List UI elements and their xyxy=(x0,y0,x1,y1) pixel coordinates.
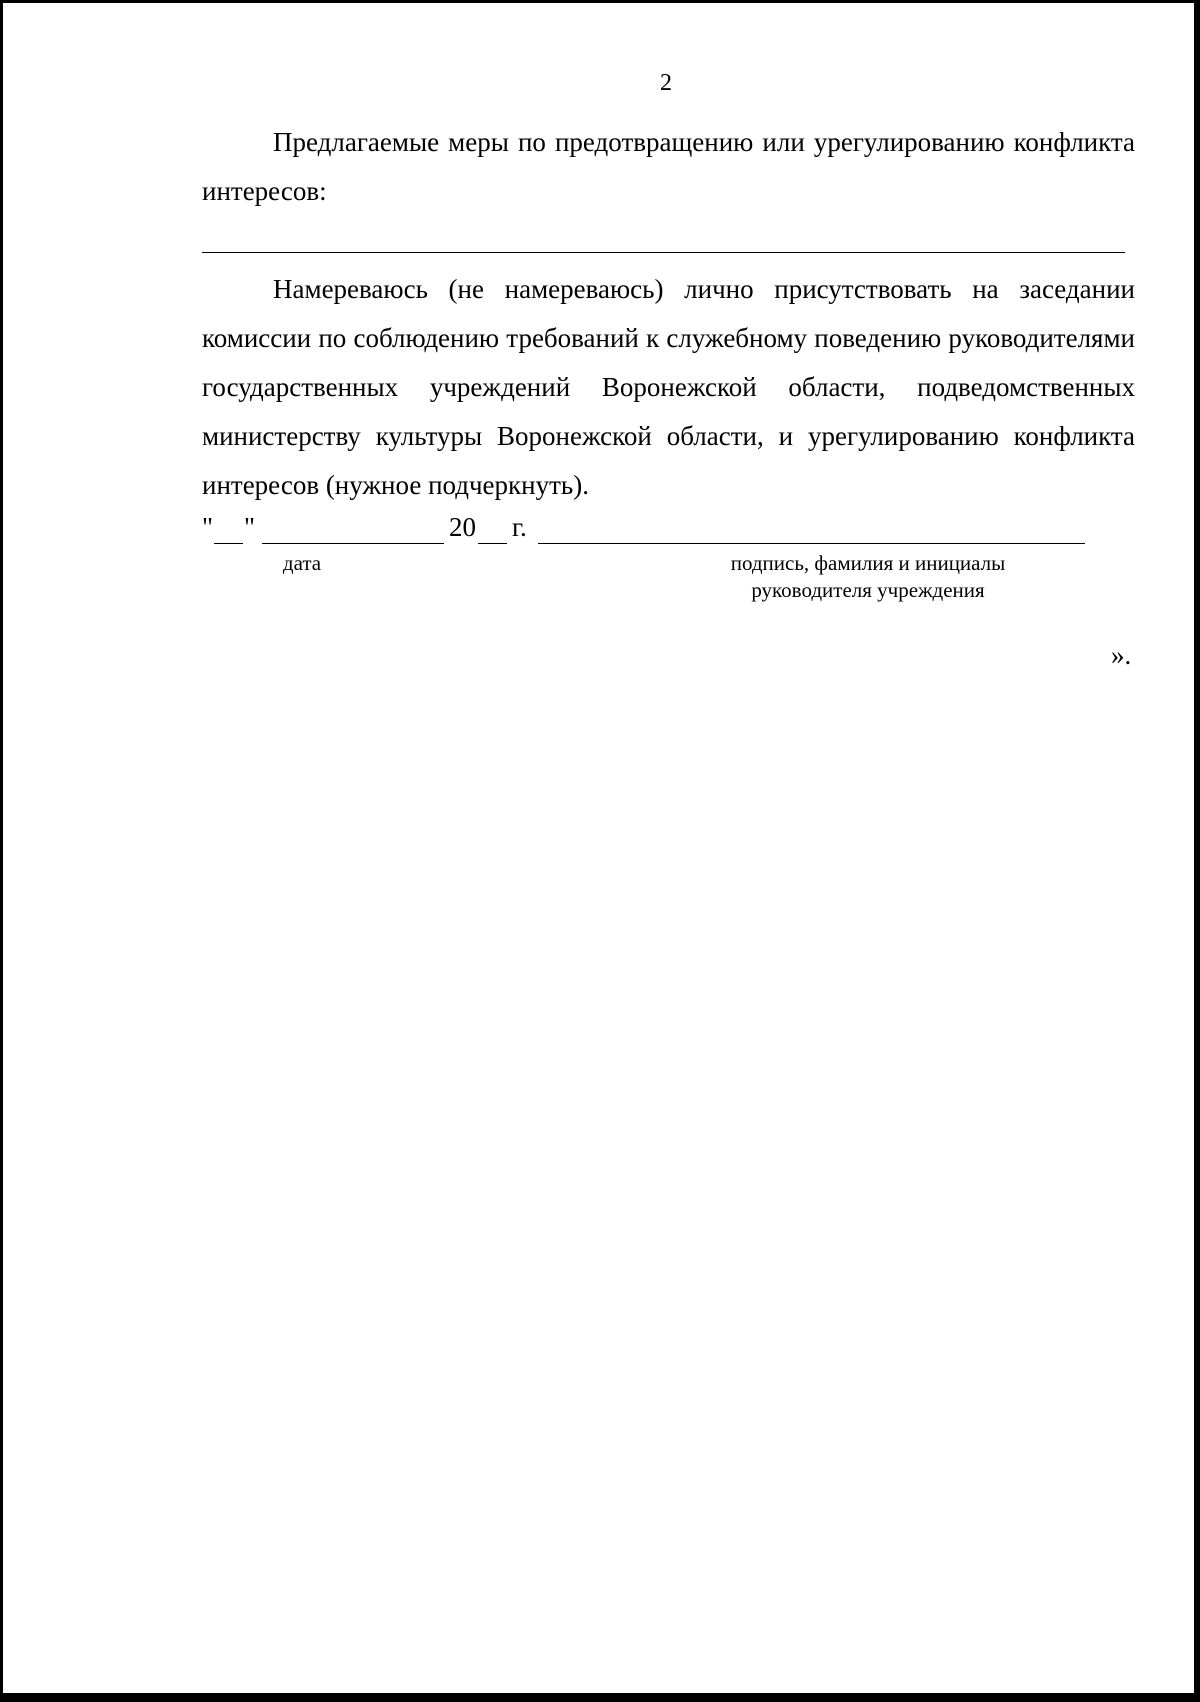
signature-caption-line1: подпись, фамилия и инициалы xyxy=(730,551,1006,575)
measures-blank-line xyxy=(202,252,1125,253)
year-blank xyxy=(478,543,507,544)
signature-caption-line2: руководителя учреждения xyxy=(751,578,985,602)
signature-blank xyxy=(538,543,1085,544)
date-caption: дата xyxy=(282,551,322,575)
month-blank xyxy=(262,543,444,544)
closing-mark: ». xyxy=(1111,640,1132,670)
page-number: 2 xyxy=(660,70,672,96)
year-prefix: 20 xyxy=(449,512,476,542)
day-quote-close: " xyxy=(244,512,256,542)
intent-paragraph: Намереваюсь (не намереваюсь) лично присутствовать на заседании комиссии по соблюдению требований к служебному поведению руководителями государственных учреждений Воронежской области, подведомственных министерству культуры Воронежской области, и урегулированию конфликта интересов (нужное подчеркнуть). xyxy=(202,274,1135,500)
day-quote-open: " xyxy=(202,512,214,542)
measures-paragraph: Предлагаемые меры по предотвращению или урегулированию конфликта интересов: xyxy=(202,127,1135,206)
day-blank xyxy=(214,543,243,544)
year-suffix: г. xyxy=(512,512,527,542)
